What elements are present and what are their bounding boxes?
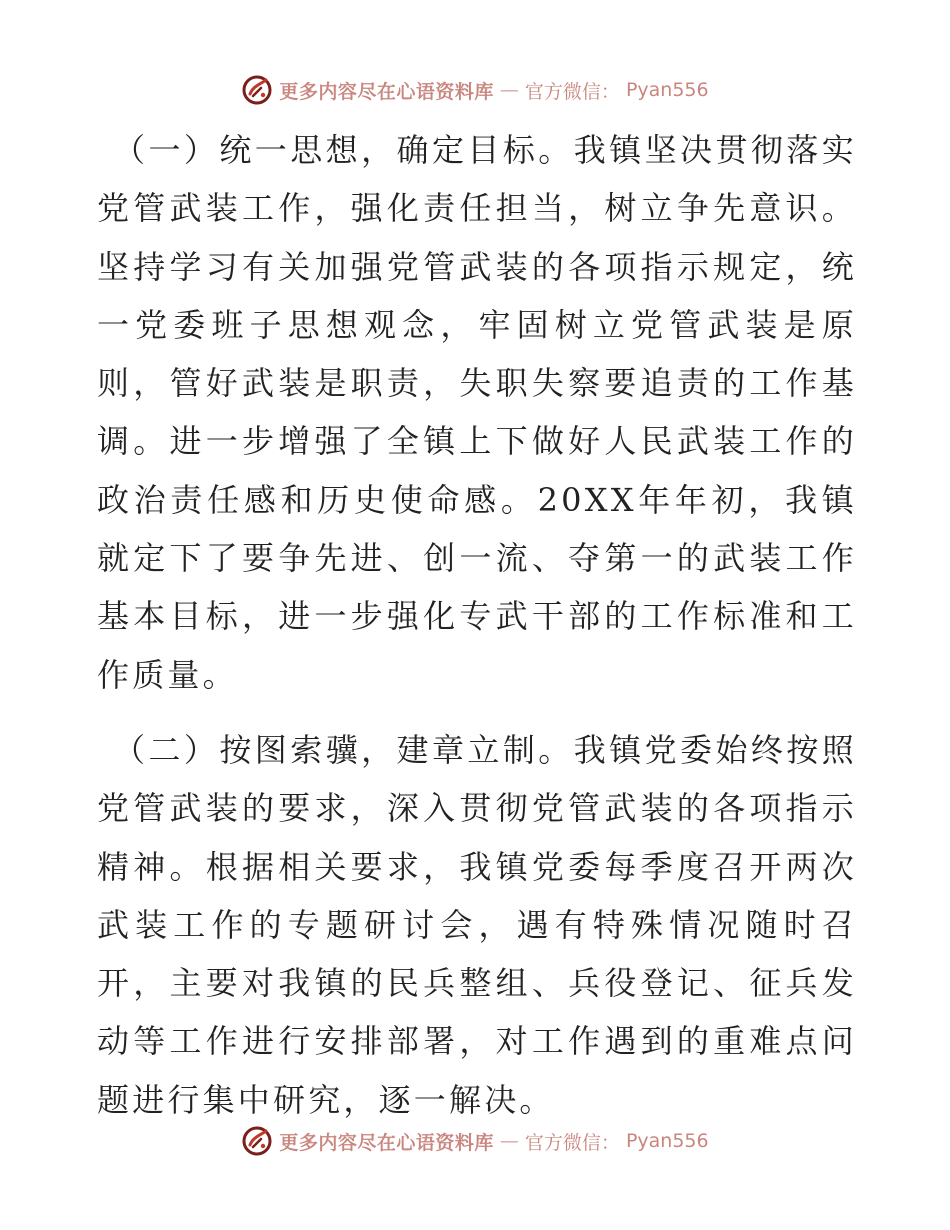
header-watermark — [0, 70, 950, 110]
footer-account-id: Pyan556 — [625, 1130, 709, 1152]
header-separator: — — [499, 79, 519, 101]
body-paragraph-1: （一）统一思想，确定目标。我镇坚决贯彻落实党管武装工作，强化责任担当，树立争先意识。坚持学习有关加强党管武装的各项指示规定，统一党委班子思想观念，牢固树立党管武装是原则，管好武装是职责，失职失察要追责的工作基调。进一步增强了全镇上下做好人民武装工作的政治责任感和历史使命感。20XX年年初，我镇就定下了要争先进、创一流、夺第一的武装工作基本目标，进一步强化专武干部的工作标准和工作质量。 — [97, 131, 857, 694]
header-account-label: 官方微信： — [524, 80, 620, 103]
footer-site-text: 更多内容尽在心语资料库 — [279, 1131, 494, 1154]
brand-logo-icon — [241, 74, 273, 106]
document-body — [97, 121, 857, 1129]
footer-watermark — [0, 1121, 950, 1161]
body-paragraph-2: （二）按图索骥，建章立制。我镇党委始终按照党管武装的要求，深入贯彻党管武装的各项指示精神。根据相关要求，我镇党委每季度召开两次武装工作的专题研讨会，遇有特殊情况随时召开，主要对我镇的民兵整组、兵役登记、征兵发动等工作进行安排部署，对工作遇到的重难点问题进行集中研究，逐一解决。 — [97, 730, 857, 1119]
footer-separator: — — [499, 1130, 519, 1152]
header-account-id: Pyan556 — [625, 79, 709, 101]
header-site-text: 更多内容尽在心语资料库 — [279, 80, 494, 103]
footer-account-label: 官方微信： — [524, 1131, 620, 1154]
brand-logo-icon — [241, 1125, 273, 1157]
